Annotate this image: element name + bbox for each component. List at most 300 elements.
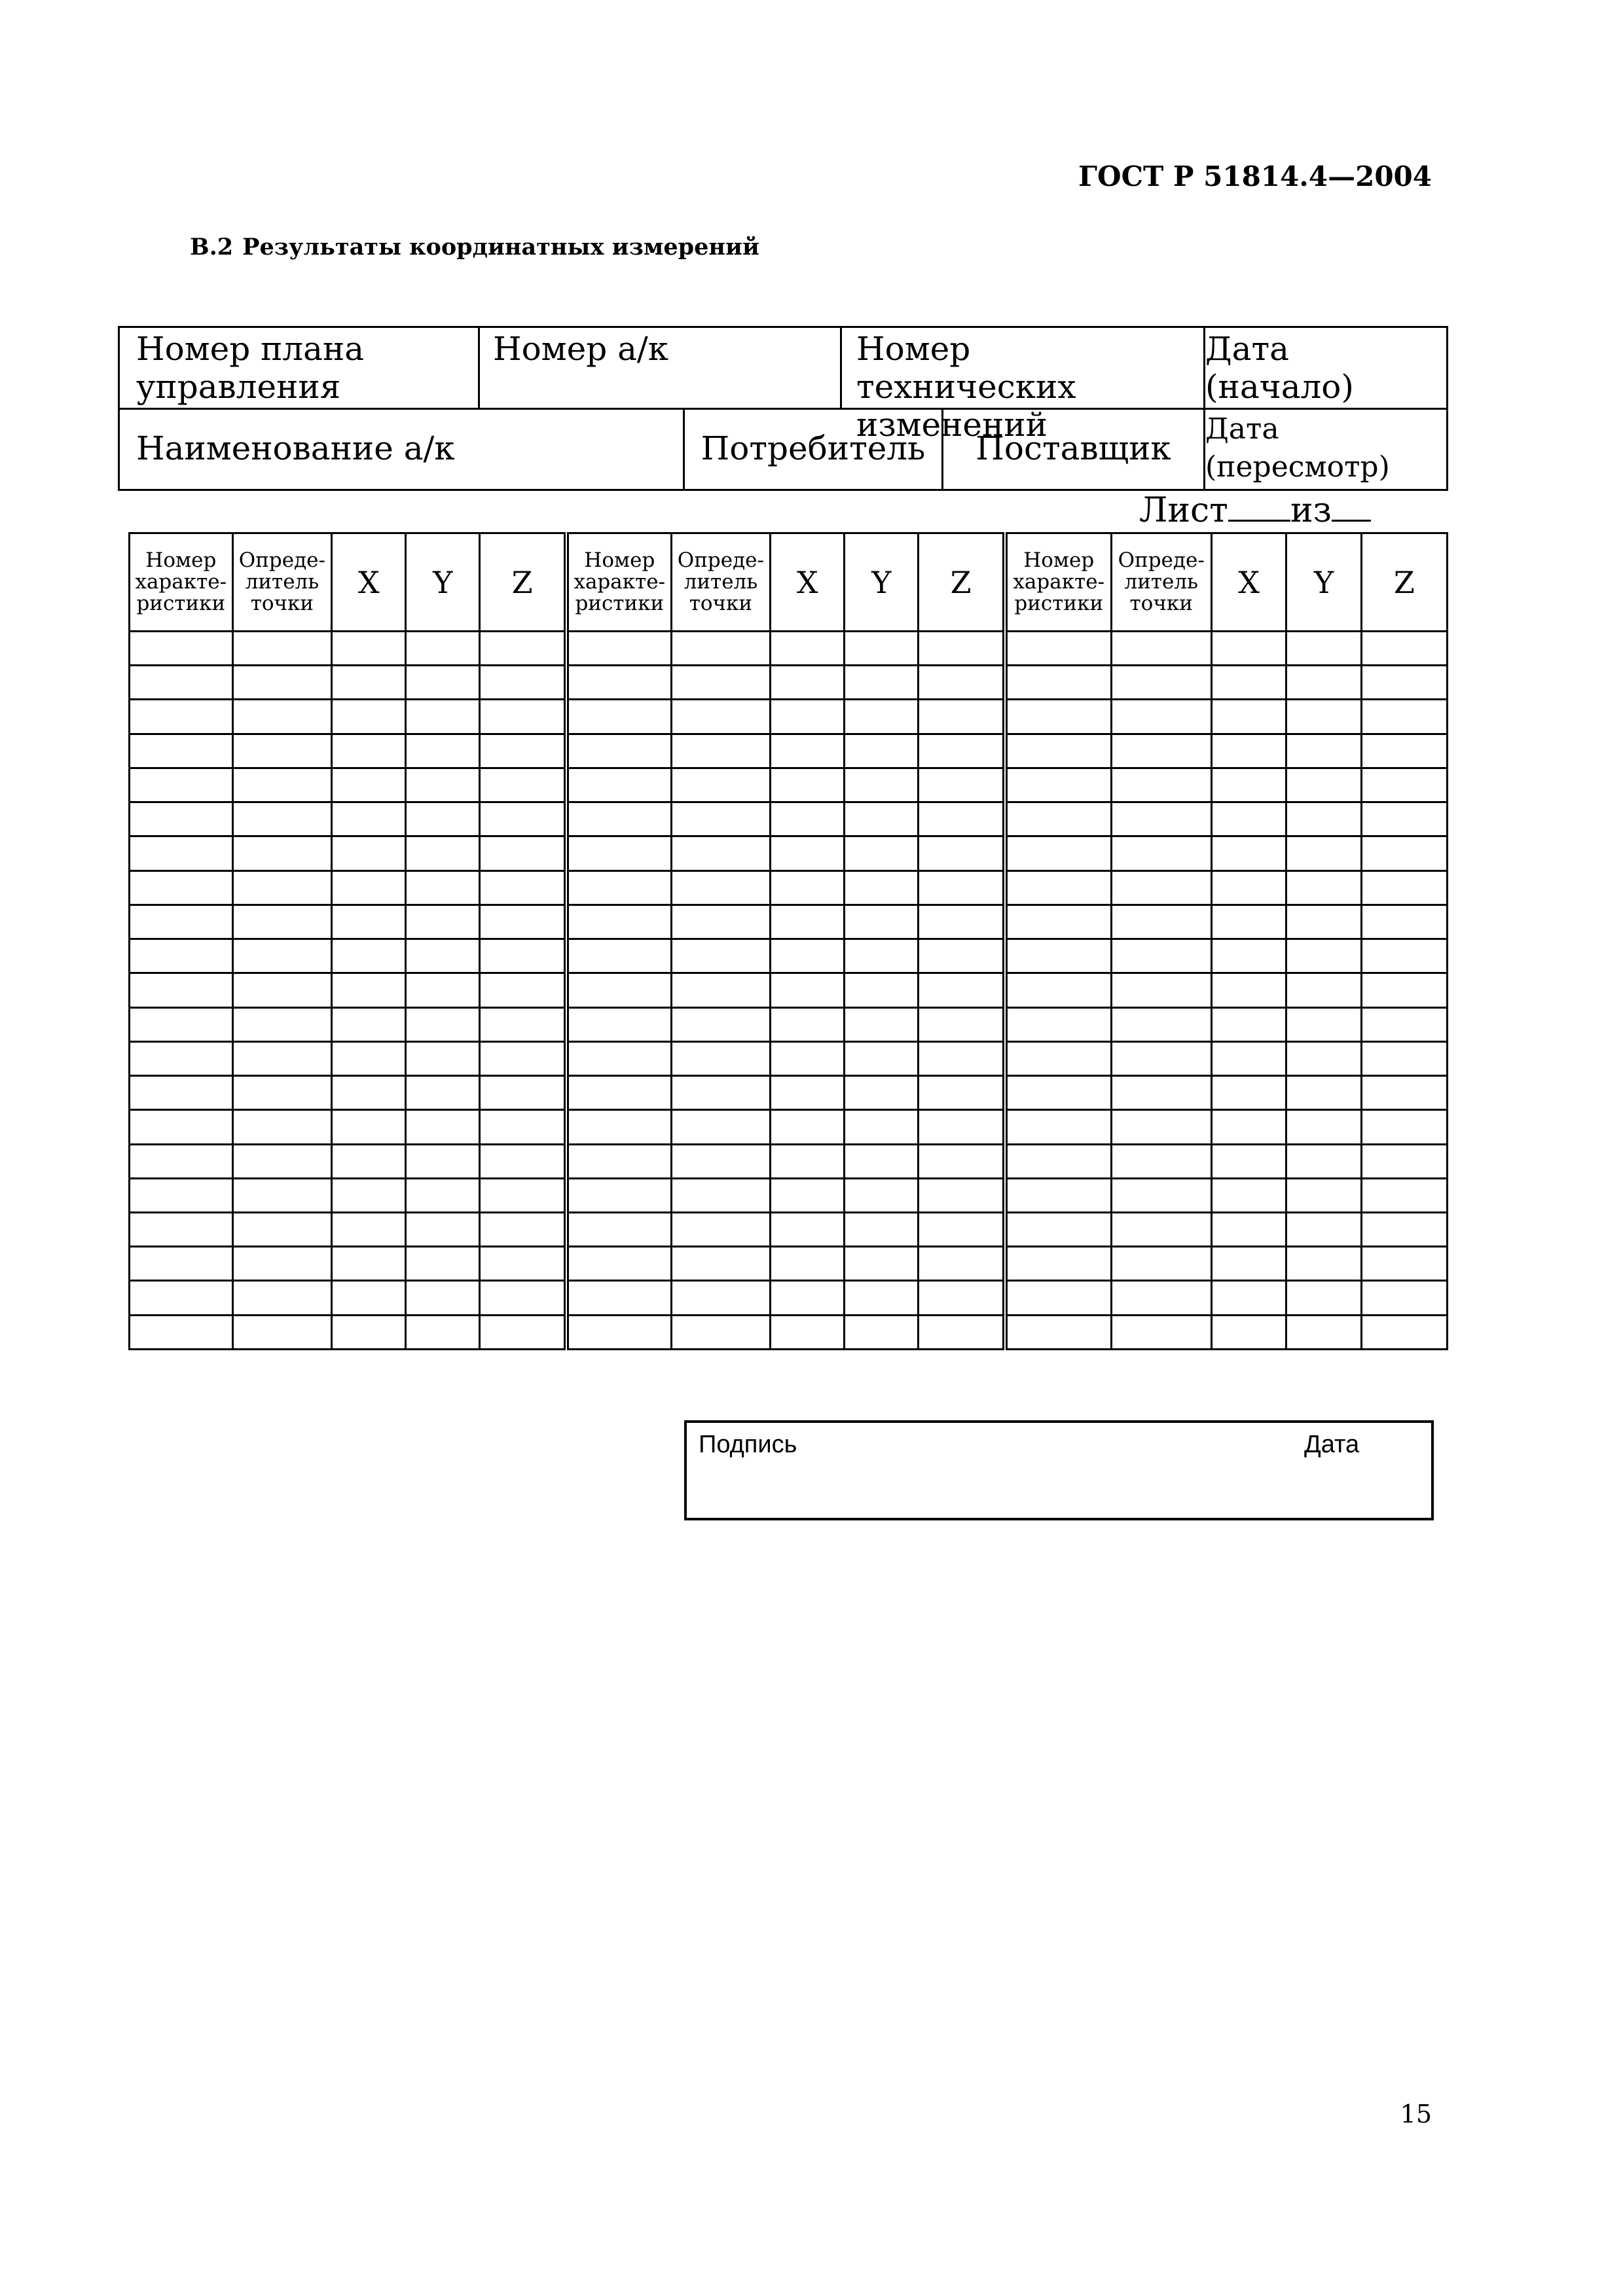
table-cell[interactable] (332, 768, 406, 802)
table-cell[interactable] (845, 1212, 919, 1246)
table-cell[interactable] (332, 734, 406, 768)
table-cell[interactable] (406, 870, 480, 905)
table-cell[interactable] (771, 973, 845, 1007)
table-cell[interactable] (1111, 802, 1211, 836)
table-cell[interactable] (130, 1247, 233, 1281)
table-cell[interactable] (1361, 870, 1447, 905)
table-cell[interactable] (1007, 1144, 1112, 1178)
table-cell[interactable] (332, 1041, 406, 1075)
table-cell[interactable] (1361, 700, 1447, 734)
table-cell[interactable] (1211, 1007, 1286, 1041)
table-cell[interactable] (406, 1315, 480, 1349)
table-cell[interactable] (919, 802, 1004, 836)
table-cell[interactable] (1007, 1178, 1112, 1212)
table-cell[interactable] (845, 666, 919, 700)
table-cell[interactable] (130, 836, 233, 870)
table-cell[interactable] (919, 939, 1004, 973)
table-cell[interactable] (130, 1007, 233, 1041)
table-cell[interactable] (1286, 1110, 1361, 1144)
table-cell[interactable] (1007, 905, 1112, 939)
table-cell[interactable] (568, 939, 672, 973)
table-cell[interactable] (1111, 1178, 1211, 1212)
table-cell[interactable] (232, 1315, 332, 1349)
table-cell[interactable] (232, 870, 332, 905)
table-cell[interactable] (568, 700, 672, 734)
table-cell[interactable] (845, 734, 919, 768)
table-cell[interactable] (771, 802, 845, 836)
table-cell[interactable] (919, 1315, 1004, 1349)
table-cell[interactable] (845, 768, 919, 802)
table-cell[interactable] (671, 1144, 771, 1178)
table-cell[interactable] (480, 973, 565, 1007)
table-cell[interactable] (671, 700, 771, 734)
table-cell[interactable] (1286, 802, 1361, 836)
table-cell[interactable] (232, 1247, 332, 1281)
table-cell[interactable] (480, 1178, 565, 1212)
table-cell[interactable] (1286, 870, 1361, 905)
table-cell[interactable] (1361, 1315, 1447, 1349)
table-cell[interactable] (480, 1110, 565, 1144)
table-cell[interactable] (919, 1178, 1004, 1212)
table-cell[interactable] (1286, 1041, 1361, 1075)
table-cell[interactable] (1111, 1076, 1211, 1110)
table-cell[interactable] (919, 1247, 1004, 1281)
table-cell[interactable] (568, 632, 672, 666)
table-cell[interactable] (568, 666, 672, 700)
table-cell[interactable] (1007, 939, 1112, 973)
table-cell[interactable] (1286, 973, 1361, 1007)
table-cell[interactable] (130, 1041, 233, 1075)
table-cell[interactable] (1211, 973, 1286, 1007)
table-cell[interactable] (1286, 1281, 1361, 1315)
table-cell[interactable] (845, 1144, 919, 1178)
table-cell[interactable] (1007, 1281, 1112, 1315)
table-cell[interactable] (919, 1076, 1004, 1110)
table-cell[interactable] (845, 905, 919, 939)
table-cell[interactable] (232, 1212, 332, 1246)
table-cell[interactable] (1286, 1315, 1361, 1349)
table-cell[interactable] (1211, 1212, 1286, 1246)
table-cell[interactable] (1361, 734, 1447, 768)
table-cell[interactable] (771, 734, 845, 768)
table-cell[interactable] (568, 1007, 672, 1041)
table-cell[interactable] (1111, 870, 1211, 905)
table-cell[interactable] (1286, 905, 1361, 939)
table-cell[interactable] (845, 1178, 919, 1212)
table-cell[interactable] (568, 973, 672, 1007)
table-cell[interactable] (480, 836, 565, 870)
table-cell[interactable] (130, 632, 233, 666)
table-cell[interactable] (406, 836, 480, 870)
table-cell[interactable] (130, 1178, 233, 1212)
table-cell[interactable] (771, 870, 845, 905)
table-cell[interactable] (1211, 905, 1286, 939)
table-cell[interactable] (919, 734, 1004, 768)
table-cell[interactable] (771, 666, 845, 700)
table-cell[interactable] (232, 768, 332, 802)
table-cell[interactable] (1111, 1315, 1211, 1349)
table-cell[interactable] (130, 1110, 233, 1144)
table-cell[interactable] (232, 734, 332, 768)
table-cell[interactable] (568, 1076, 672, 1110)
table-cell[interactable] (1111, 700, 1211, 734)
table-cell[interactable] (332, 1110, 406, 1144)
table-cell[interactable] (332, 700, 406, 734)
table-cell[interactable] (1361, 973, 1447, 1007)
table-cell[interactable] (232, 632, 332, 666)
table-cell[interactable] (332, 870, 406, 905)
table-cell[interactable] (771, 1041, 845, 1075)
table-cell[interactable] (1211, 632, 1286, 666)
table-cell[interactable] (406, 1178, 480, 1212)
table-cell[interactable] (130, 666, 233, 700)
table-cell[interactable] (671, 1041, 771, 1075)
table-cell[interactable] (1007, 734, 1112, 768)
table-cell[interactable] (919, 870, 1004, 905)
table-cell[interactable] (771, 1076, 845, 1110)
table-cell[interactable] (332, 666, 406, 700)
table-cell[interactable] (671, 870, 771, 905)
table-cell[interactable] (1211, 836, 1286, 870)
table-cell[interactable] (406, 768, 480, 802)
table-cell[interactable] (568, 1281, 672, 1315)
table-cell[interactable] (1361, 836, 1447, 870)
table-cell[interactable] (771, 836, 845, 870)
table-cell[interactable] (845, 802, 919, 836)
table-cell[interactable] (1007, 700, 1112, 734)
table-cell[interactable] (671, 1247, 771, 1281)
table-cell[interactable] (1361, 905, 1447, 939)
table-cell[interactable] (1211, 870, 1286, 905)
table-cell[interactable] (130, 1212, 233, 1246)
table-cell[interactable] (406, 1041, 480, 1075)
table-cell[interactable] (232, 1178, 332, 1212)
table-cell[interactable] (1007, 1041, 1112, 1075)
table-cell[interactable] (1007, 632, 1112, 666)
table-cell[interactable] (1286, 768, 1361, 802)
table-cell[interactable] (671, 1076, 771, 1110)
table-cell[interactable] (406, 1007, 480, 1041)
table-cell[interactable] (1007, 870, 1112, 905)
table-cell[interactable] (406, 1144, 480, 1178)
table-cell[interactable] (1007, 1247, 1112, 1281)
table-cell[interactable] (1111, 836, 1211, 870)
table-cell[interactable] (130, 734, 233, 768)
table-cell[interactable] (1286, 1212, 1361, 1246)
table-cell[interactable] (568, 802, 672, 836)
table-cell[interactable] (771, 1007, 845, 1041)
table-cell[interactable] (771, 939, 845, 973)
table-cell[interactable] (1007, 973, 1112, 1007)
table-cell[interactable] (1361, 802, 1447, 836)
table-cell[interactable] (671, 1110, 771, 1144)
table-cell[interactable] (1211, 700, 1286, 734)
table-cell[interactable] (771, 1247, 845, 1281)
table-cell[interactable] (1361, 1281, 1447, 1315)
table-cell[interactable] (771, 1110, 845, 1144)
table-cell[interactable] (771, 1212, 845, 1246)
table-cell[interactable] (1111, 1041, 1211, 1075)
table-cell[interactable] (1111, 768, 1211, 802)
table-cell[interactable] (332, 939, 406, 973)
table-cell[interactable] (845, 939, 919, 973)
table-cell[interactable] (406, 1281, 480, 1315)
table-cell[interactable] (232, 802, 332, 836)
table-cell[interactable] (1361, 1178, 1447, 1212)
table-cell[interactable] (568, 768, 672, 802)
table-cell[interactable] (671, 666, 771, 700)
table-cell[interactable] (1111, 939, 1211, 973)
table-cell[interactable] (1111, 1212, 1211, 1246)
table-cell[interactable] (845, 1110, 919, 1144)
table-cell[interactable] (232, 1007, 332, 1041)
table-cell[interactable] (406, 905, 480, 939)
table-cell[interactable] (671, 973, 771, 1007)
table-cell[interactable] (671, 1315, 771, 1349)
table-cell[interactable] (480, 939, 565, 973)
table-cell[interactable] (1361, 1076, 1447, 1110)
table-cell[interactable] (480, 1281, 565, 1315)
table-cell[interactable] (1286, 836, 1361, 870)
table-cell[interactable] (568, 1041, 672, 1075)
table-cell[interactable] (671, 1281, 771, 1315)
sheet-total-blank[interactable] (1332, 493, 1371, 522)
table-cell[interactable] (771, 1144, 845, 1178)
table-cell[interactable] (771, 1315, 845, 1349)
table-cell[interactable] (845, 700, 919, 734)
table-cell[interactable] (1286, 1247, 1361, 1281)
table-cell[interactable] (1007, 1110, 1112, 1144)
table-cell[interactable] (480, 1247, 565, 1281)
table-cell[interactable] (919, 1110, 1004, 1144)
table-cell[interactable] (130, 939, 233, 973)
table-cell[interactable] (232, 973, 332, 1007)
table-cell[interactable] (232, 1110, 332, 1144)
table-cell[interactable] (1286, 1178, 1361, 1212)
table-cell[interactable] (480, 1076, 565, 1110)
table-cell[interactable] (1007, 768, 1112, 802)
table-cell[interactable] (332, 1247, 406, 1281)
table-cell[interactable] (568, 734, 672, 768)
table-cell[interactable] (1111, 1281, 1211, 1315)
table-cell[interactable] (130, 905, 233, 939)
table-cell[interactable] (406, 700, 480, 734)
table-cell[interactable] (919, 700, 1004, 734)
table-cell[interactable] (568, 1315, 672, 1349)
table-cell[interactable] (771, 768, 845, 802)
table-cell[interactable] (1361, 632, 1447, 666)
table-cell[interactable] (232, 1281, 332, 1315)
table-cell[interactable] (130, 768, 233, 802)
table-cell[interactable] (332, 632, 406, 666)
table-cell[interactable] (1211, 1076, 1286, 1110)
table-cell[interactable] (568, 1212, 672, 1246)
table-cell[interactable] (568, 1247, 672, 1281)
table-cell[interactable] (1007, 836, 1112, 870)
table-cell[interactable] (232, 905, 332, 939)
table-cell[interactable] (919, 1041, 1004, 1075)
table-cell[interactable] (1286, 1076, 1361, 1110)
table-cell[interactable] (332, 1144, 406, 1178)
table-cell[interactable] (406, 1110, 480, 1144)
table-cell[interactable] (568, 836, 672, 870)
table-cell[interactable] (480, 1315, 565, 1349)
table-cell[interactable] (1211, 1178, 1286, 1212)
sheet-number-blank[interactable] (1228, 493, 1290, 522)
table-cell[interactable] (919, 905, 1004, 939)
table-cell[interactable] (1211, 1281, 1286, 1315)
table-cell[interactable] (671, 905, 771, 939)
table-cell[interactable] (406, 632, 480, 666)
table-cell[interactable] (1361, 1110, 1447, 1144)
table-cell[interactable] (919, 1212, 1004, 1246)
table-cell[interactable] (671, 836, 771, 870)
table-cell[interactable] (568, 905, 672, 939)
table-cell[interactable] (845, 1007, 919, 1041)
table-cell[interactable] (1111, 1110, 1211, 1144)
table-cell[interactable] (232, 1076, 332, 1110)
table-cell[interactable] (232, 939, 332, 973)
table-cell[interactable] (1361, 1007, 1447, 1041)
table-cell[interactable] (1211, 1041, 1286, 1075)
table-cell[interactable] (406, 666, 480, 700)
table-cell[interactable] (1007, 1076, 1112, 1110)
table-cell[interactable] (1361, 1247, 1447, 1281)
table-cell[interactable] (480, 1144, 565, 1178)
table-cell[interactable] (1111, 1007, 1211, 1041)
table-cell[interactable] (480, 1007, 565, 1041)
table-cell[interactable] (1007, 666, 1112, 700)
table-cell[interactable] (130, 700, 233, 734)
table-cell[interactable] (406, 973, 480, 1007)
table-cell[interactable] (1286, 939, 1361, 973)
table-cell[interactable] (671, 734, 771, 768)
table-cell[interactable] (130, 973, 233, 1007)
table-cell[interactable] (845, 1281, 919, 1315)
table-cell[interactable] (1286, 666, 1361, 700)
table-cell[interactable] (845, 1247, 919, 1281)
table-cell[interactable] (406, 802, 480, 836)
table-cell[interactable] (130, 1076, 233, 1110)
table-cell[interactable] (1361, 939, 1447, 973)
table-cell[interactable] (919, 1144, 1004, 1178)
table-cell[interactable] (332, 905, 406, 939)
table-cell[interactable] (332, 1315, 406, 1349)
table-cell[interactable] (232, 836, 332, 870)
table-cell[interactable] (406, 939, 480, 973)
table-cell[interactable] (130, 802, 233, 836)
table-cell[interactable] (1111, 1144, 1211, 1178)
table-cell[interactable] (130, 1144, 233, 1178)
table-cell[interactable] (232, 666, 332, 700)
table-cell[interactable] (1211, 802, 1286, 836)
table-cell[interactable] (1211, 666, 1286, 700)
table-cell[interactable] (1361, 1212, 1447, 1246)
table-cell[interactable] (130, 1281, 233, 1315)
table-cell[interactable] (1007, 802, 1112, 836)
table-cell[interactable] (1361, 1041, 1447, 1075)
table-cell[interactable] (232, 1144, 332, 1178)
table-cell[interactable] (480, 700, 565, 734)
table-cell[interactable] (919, 632, 1004, 666)
table-cell[interactable] (480, 1212, 565, 1246)
table-cell[interactable] (480, 768, 565, 802)
table-cell[interactable] (1111, 1247, 1211, 1281)
table-cell[interactable] (671, 939, 771, 973)
table-cell[interactable] (919, 973, 1004, 1007)
table-cell[interactable] (1111, 632, 1211, 666)
table-cell[interactable] (1286, 1144, 1361, 1178)
table-cell[interactable] (232, 1041, 332, 1075)
table-cell[interactable] (332, 1178, 406, 1212)
table-cell[interactable] (406, 1076, 480, 1110)
table-cell[interactable] (480, 734, 565, 768)
table-cell[interactable] (480, 870, 565, 905)
table-cell[interactable] (1007, 1315, 1112, 1349)
table-cell[interactable] (332, 1007, 406, 1041)
table-cell[interactable] (480, 632, 565, 666)
table-cell[interactable] (332, 836, 406, 870)
table-cell[interactable] (845, 1315, 919, 1349)
table-cell[interactable] (845, 870, 919, 905)
table-cell[interactable] (919, 1007, 1004, 1041)
table-cell[interactable] (771, 700, 845, 734)
table-cell[interactable] (1111, 734, 1211, 768)
table-cell[interactable] (845, 632, 919, 666)
table-cell[interactable] (1211, 1247, 1286, 1281)
table-cell[interactable] (332, 1212, 406, 1246)
table-cell[interactable] (845, 836, 919, 870)
table-cell[interactable] (1007, 1007, 1112, 1041)
table-cell[interactable] (771, 1281, 845, 1315)
table-cell[interactable] (1361, 1144, 1447, 1178)
table-cell[interactable] (480, 1041, 565, 1075)
table-cell[interactable] (130, 870, 233, 905)
table-cell[interactable] (568, 870, 672, 905)
table-cell[interactable] (919, 768, 1004, 802)
table-cell[interactable] (130, 1315, 233, 1349)
table-cell[interactable] (1286, 1007, 1361, 1041)
table-cell[interactable] (480, 905, 565, 939)
table-cell[interactable] (332, 1281, 406, 1315)
table-cell[interactable] (232, 700, 332, 734)
table-cell[interactable] (1211, 1110, 1286, 1144)
table-cell[interactable] (1286, 700, 1361, 734)
table-cell[interactable] (480, 666, 565, 700)
table-cell[interactable] (1286, 632, 1361, 666)
table-cell[interactable] (671, 632, 771, 666)
table-cell[interactable] (671, 1178, 771, 1212)
table-cell[interactable] (332, 973, 406, 1007)
table-cell[interactable] (919, 1281, 1004, 1315)
table-cell[interactable] (1211, 939, 1286, 973)
table-cell[interactable] (771, 632, 845, 666)
table-cell[interactable] (771, 1178, 845, 1212)
table-cell[interactable] (406, 1247, 480, 1281)
table-cell[interactable] (1211, 1315, 1286, 1349)
table-cell[interactable] (406, 1212, 480, 1246)
table-cell[interactable] (919, 666, 1004, 700)
table-cell[interactable] (845, 1041, 919, 1075)
table-cell[interactable] (1111, 973, 1211, 1007)
table-cell[interactable] (480, 802, 565, 836)
table-cell[interactable] (671, 768, 771, 802)
table-cell[interactable] (1111, 666, 1211, 700)
table-cell[interactable] (332, 1076, 406, 1110)
table-cell[interactable] (1286, 734, 1361, 768)
table-cell[interactable] (1007, 1212, 1112, 1246)
table-cell[interactable] (671, 1007, 771, 1041)
